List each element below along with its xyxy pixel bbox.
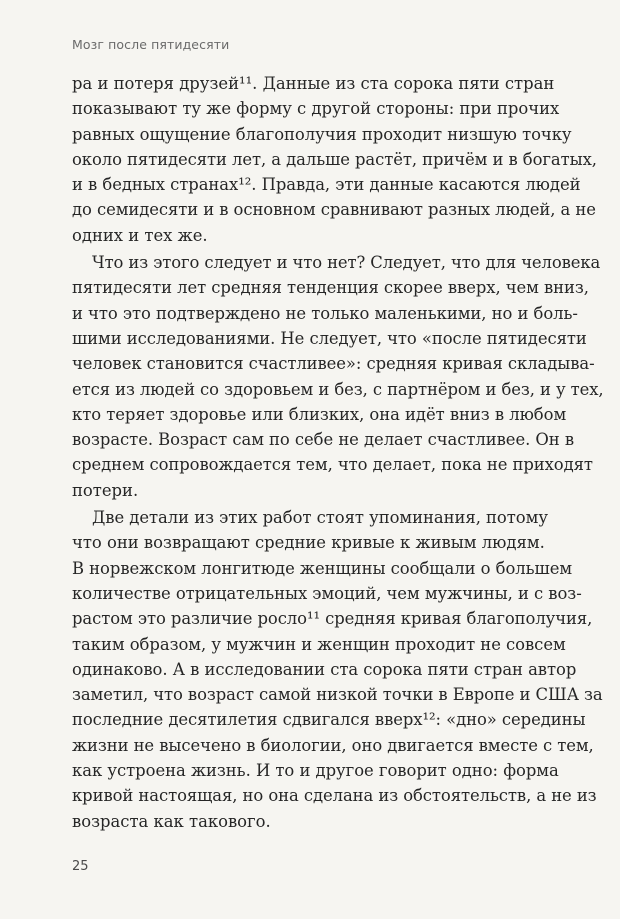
text-line: пятидесяти лет средняя тенденция скорее вверх, чем вниз,: [72, 278, 589, 298]
text-line: шими исследованиями. Не следует, что «после пятидесяти: [72, 328, 587, 348]
text-line: заметил, что возраст самой низкой точки в Европе и США за: [72, 685, 603, 705]
text-line: одних и тех же.: [72, 225, 208, 245]
text-line: до семидесяти и в основном сравнивают разных людей, а не: [72, 200, 596, 220]
text-line: как устроена жизнь. И то и другое говорит одно: форма: [72, 761, 559, 781]
text-line: и в бедных странах¹². Правда, эти данные касаются людей: [72, 175, 581, 195]
running-header: Мозг после пятидесяти: [72, 37, 230, 52]
text-line: около пятидесяти лет, а дальше растёт, причём и в богатых,: [72, 149, 597, 169]
text-line: Две детали из этих работ стоят упоминания, потому: [92, 508, 548, 528]
text-line: жизни не высечено в биологии, оно двигается вместе с тем,: [72, 735, 594, 755]
text-line: ется из людей со здоровьем и без, с партнёром и без, и у тех,: [72, 379, 604, 399]
text-line: возраста как такового.: [72, 811, 271, 831]
text-line: последние десятилетия сдвигался вверх¹²: «дно» середины: [72, 710, 586, 730]
text-line: одинаково. А в исследовании ста сорока пяти стран автор: [72, 659, 577, 679]
page-number: 25: [72, 859, 89, 874]
text-line: растом это различие росло¹¹ средняя кривая благополучия,: [72, 609, 593, 629]
text-line: и что это подтверждено не только маленькими, но и боль-: [72, 303, 578, 323]
text-line: кто теряет здоровье или близких, она идёт вниз в любом: [72, 404, 567, 424]
text-line: количестве отрицательных эмоций, чем мужчины, и с воз-: [72, 583, 582, 603]
paragraph: [72, 71, 597, 248]
text-line: Что из этого следует и что нет? Следует, что для человека: [92, 253, 601, 273]
text-line: кривой настоящая, но она сделана из обстоятельств, а не из: [72, 786, 597, 806]
text-line: что они возвращают средние кривые к живым людям.: [72, 533, 545, 553]
text-line: потери.: [72, 480, 139, 500]
body-text: [72, 71, 604, 834]
text-line: показывают ту же форму с другой стороны: при прочих: [72, 99, 560, 119]
text-line: среднем сопровождается тем, что делает, пока не приходят: [72, 455, 593, 475]
text-line: ра и потеря друзей¹¹. Данные из ста сорока пяти стран: [72, 74, 555, 93]
paragraph: [72, 250, 604, 503]
text-line: возрасте. Возраст сам по себе не делает счастливее. Он в: [72, 430, 575, 450]
text-line: человек становится счастливее»: средняя кривая складыва-: [72, 354, 595, 374]
text-line: равных ощущение благополучия проходит низшую точку: [72, 124, 572, 144]
text-line: таким образом, у мужчин и женщин проходит не совсем: [72, 634, 566, 654]
text-line: В норвежском лонгитюде женщины сообщали о большем: [72, 558, 573, 578]
paragraph: [72, 505, 603, 834]
